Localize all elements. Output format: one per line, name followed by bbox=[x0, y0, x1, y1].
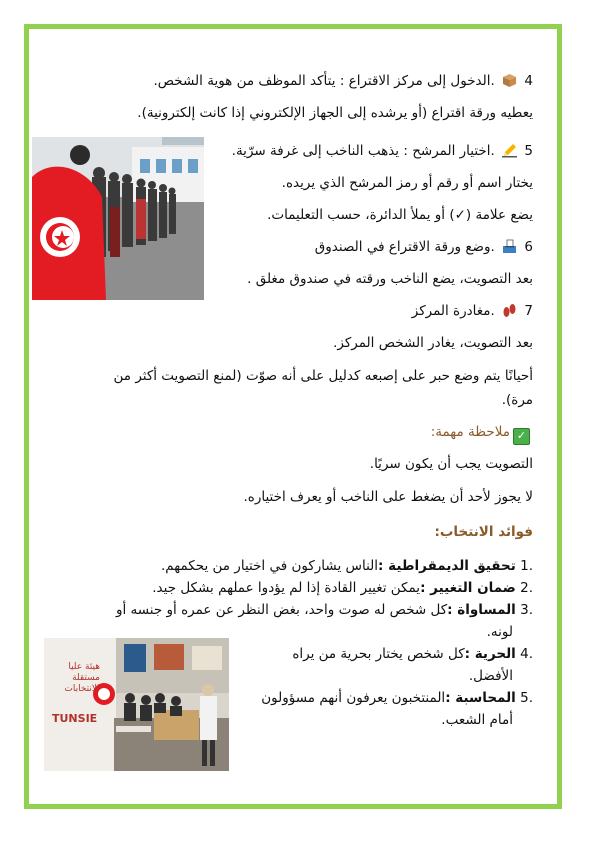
step-5-heading: 5 .اختيار المرشح : يذهب الناخب إلى غرفة سرّية. bbox=[231, 143, 533, 159]
benefit-item-4: 4. الحرية :كل شخص يختار بحرية من يراه bbox=[292, 646, 533, 662]
step-5-line-3: يضع علامة (✓) أو يملأ الدائرة، حسب التعليمات. bbox=[267, 207, 533, 223]
step-4-line-2: يعطيه ورقة اقتراع (أو يرشده إلى الجهاز الإلكتروني إذا كانت إلكترونية). bbox=[137, 105, 533, 121]
polling-station-photo bbox=[44, 638, 229, 771]
election-authority-banner: هيئة عليا مستقلة للانتخابات bbox=[64, 662, 100, 694]
note-heading: ✓ملاحظة مهمة: bbox=[431, 424, 533, 445]
step-7-heading: 7 .مغادرة المركز bbox=[411, 303, 533, 319]
step-4-heading: 4 .الدخول إلى مركز الاقتراع : يتأكد الموظف من هوية الشخص. bbox=[153, 73, 533, 89]
benefit-item-5: 5. المحاسبة :المنتخبون يعرفون أنهم مسؤولون bbox=[261, 690, 533, 706]
pencil-icon bbox=[502, 143, 517, 158]
footprints-icon bbox=[502, 303, 517, 318]
check-mark-icon: ✓ bbox=[513, 428, 530, 445]
ballot-box-icon bbox=[502, 239, 517, 254]
step-7-line-3a: أحيانًا يتم وضع حبر على إصبعه كدليل على أنه صوّت (لمنع التصويت أكثر من bbox=[113, 368, 533, 384]
benefit-item-2: 2. ضمان التغيير :يمكن تغيير القادة إذا لم يؤدوا عملهم بشكل جيد. bbox=[152, 580, 533, 596]
voters-queue-photo bbox=[32, 137, 204, 300]
step-7-line-2: بعد التصويت، يغادر الشخص المركز. bbox=[333, 335, 533, 351]
benefit-item-4-cont: الأفضل. bbox=[468, 668, 513, 684]
benefit-item-3-cont: لونه. bbox=[486, 624, 513, 640]
step-6-line-2: بعد التصويت، يضع الناخب ورقته في صندوق مغلق . bbox=[247, 271, 533, 287]
step-6-heading: 6 .وضع ورقة الاقتراع في الصندوق bbox=[314, 239, 533, 255]
note-line-2: لا يجوز لأحد أن يضغط على الناخب أو يعرف اختياره. bbox=[243, 489, 533, 505]
benefits-heading: فوائد الانتخاب: bbox=[434, 524, 533, 540]
benefit-item-5-cont: أمام الشعب. bbox=[441, 712, 513, 728]
benefit-item-3: 3. المساواة :كل شخص له صوت واحد، بغض النظر عن عمره أو جنسه أو bbox=[115, 602, 533, 618]
box-icon bbox=[502, 73, 517, 88]
step-5-line-2: يختار اسم أو رقم أو رمز المرشح الذي يريده. bbox=[281, 175, 533, 191]
election-authority-logo-text: TUNSIE bbox=[52, 712, 98, 725]
benefit-item-1: 1. تحقيق الديمقراطية :الناس يشاركون في اختيار من يحكمهم. bbox=[160, 558, 533, 574]
step-7-line-3b: مرة). bbox=[501, 392, 533, 408]
note-line-1: التصويت يجب أن يكون سريًا. bbox=[369, 456, 533, 472]
